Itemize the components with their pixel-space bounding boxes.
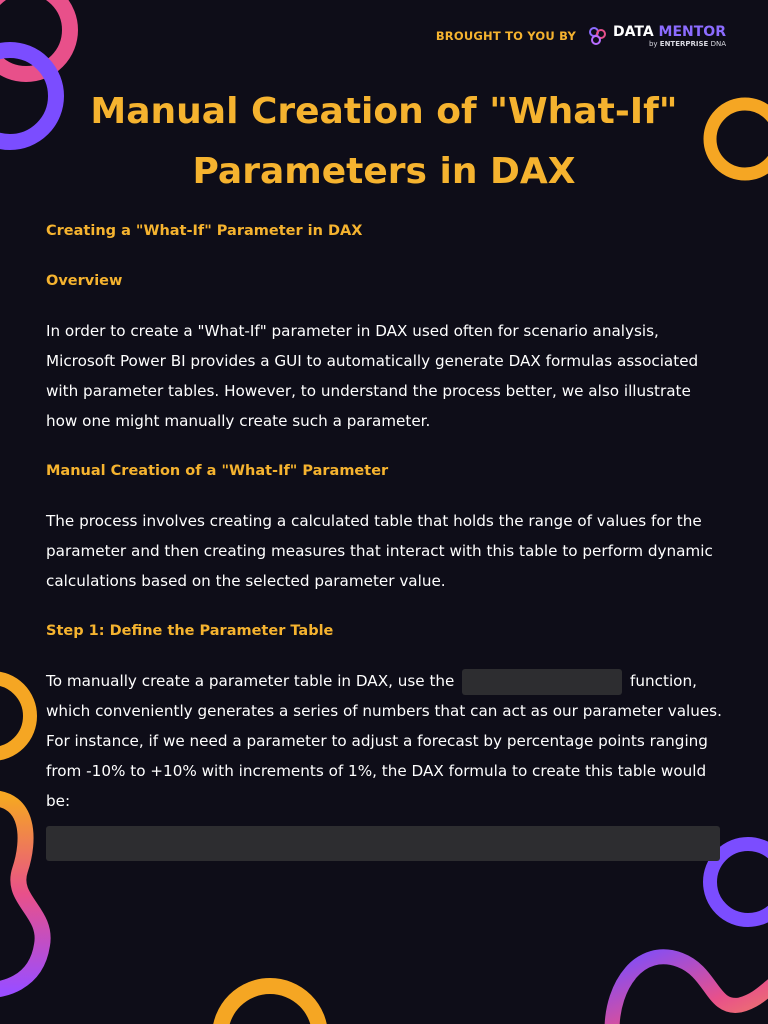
document-body xyxy=(46,216,726,861)
top-right-orange-ring xyxy=(710,104,768,174)
overview-paragraph: In order to create a "What-If" parameter in DAX used often for scenario analysis, Microsoft Power BI provides a GUI to automatically generate DAX formulas associated with parameter tables. However, to understand the process better, we also illustrate how one might manually create such a parameter. xyxy=(46,322,699,430)
left-orange-ring xyxy=(0,678,30,754)
page-title: Manual Creation of "What-If" Parameters in DAX xyxy=(90,91,678,192)
brand-subtitle xyxy=(613,41,726,48)
step-1-text-before: To manually create a parameter table in DAX, use the xyxy=(46,672,455,690)
brand-name-mentor: MENTOR xyxy=(658,23,726,40)
step-1-paragraph xyxy=(46,666,726,816)
bottom-right-gradient-wave xyxy=(612,957,768,1024)
inline-code-function xyxy=(462,669,622,695)
brand-header xyxy=(436,24,726,48)
bottom-orange-ring xyxy=(220,986,320,1024)
brand-sub-name: ENTERPRISE xyxy=(659,39,709,48)
step-1-text-after: function, which conveniently generates a series of numbers that can act as our parameter values. For instance, if we need a parameter to adjust a forecast by percentage points ranging from -10% to +10% with increments of 1%, the DAX formula to create this table would be: xyxy=(46,672,722,810)
brand-name-data: DATA xyxy=(613,23,654,40)
brand-sub-suffix: DNA xyxy=(710,39,726,48)
brand-wordmark xyxy=(613,25,726,48)
data-mentor-logo-icon xyxy=(586,24,610,48)
heading-manual-creation: Manual Creation of a "What-If" Parameter xyxy=(46,463,389,479)
left-gradient-wave xyxy=(0,798,43,990)
brand-sub-prefix: by xyxy=(648,39,658,48)
code-block xyxy=(46,826,720,861)
heading-creating-parameter: Creating a "What-If" Parameter in DAX xyxy=(46,223,363,239)
brand-tagline: BROUGHT TO YOU BY xyxy=(435,29,576,43)
manual-creation-paragraph: The process involves creating a calculated table that holds the range of values for the parameter and then creating measures that interact with this table to perform dynamic calculations based on the selected parameter value. xyxy=(46,512,713,590)
top-left-pink-ring xyxy=(0,0,70,74)
brand-logo xyxy=(586,24,726,48)
heading-overview: Overview xyxy=(46,273,123,289)
heading-step-1: Step 1: Define the Parameter Table xyxy=(46,623,334,639)
top-left-purple-ring xyxy=(0,50,56,142)
brand-name xyxy=(613,25,726,39)
